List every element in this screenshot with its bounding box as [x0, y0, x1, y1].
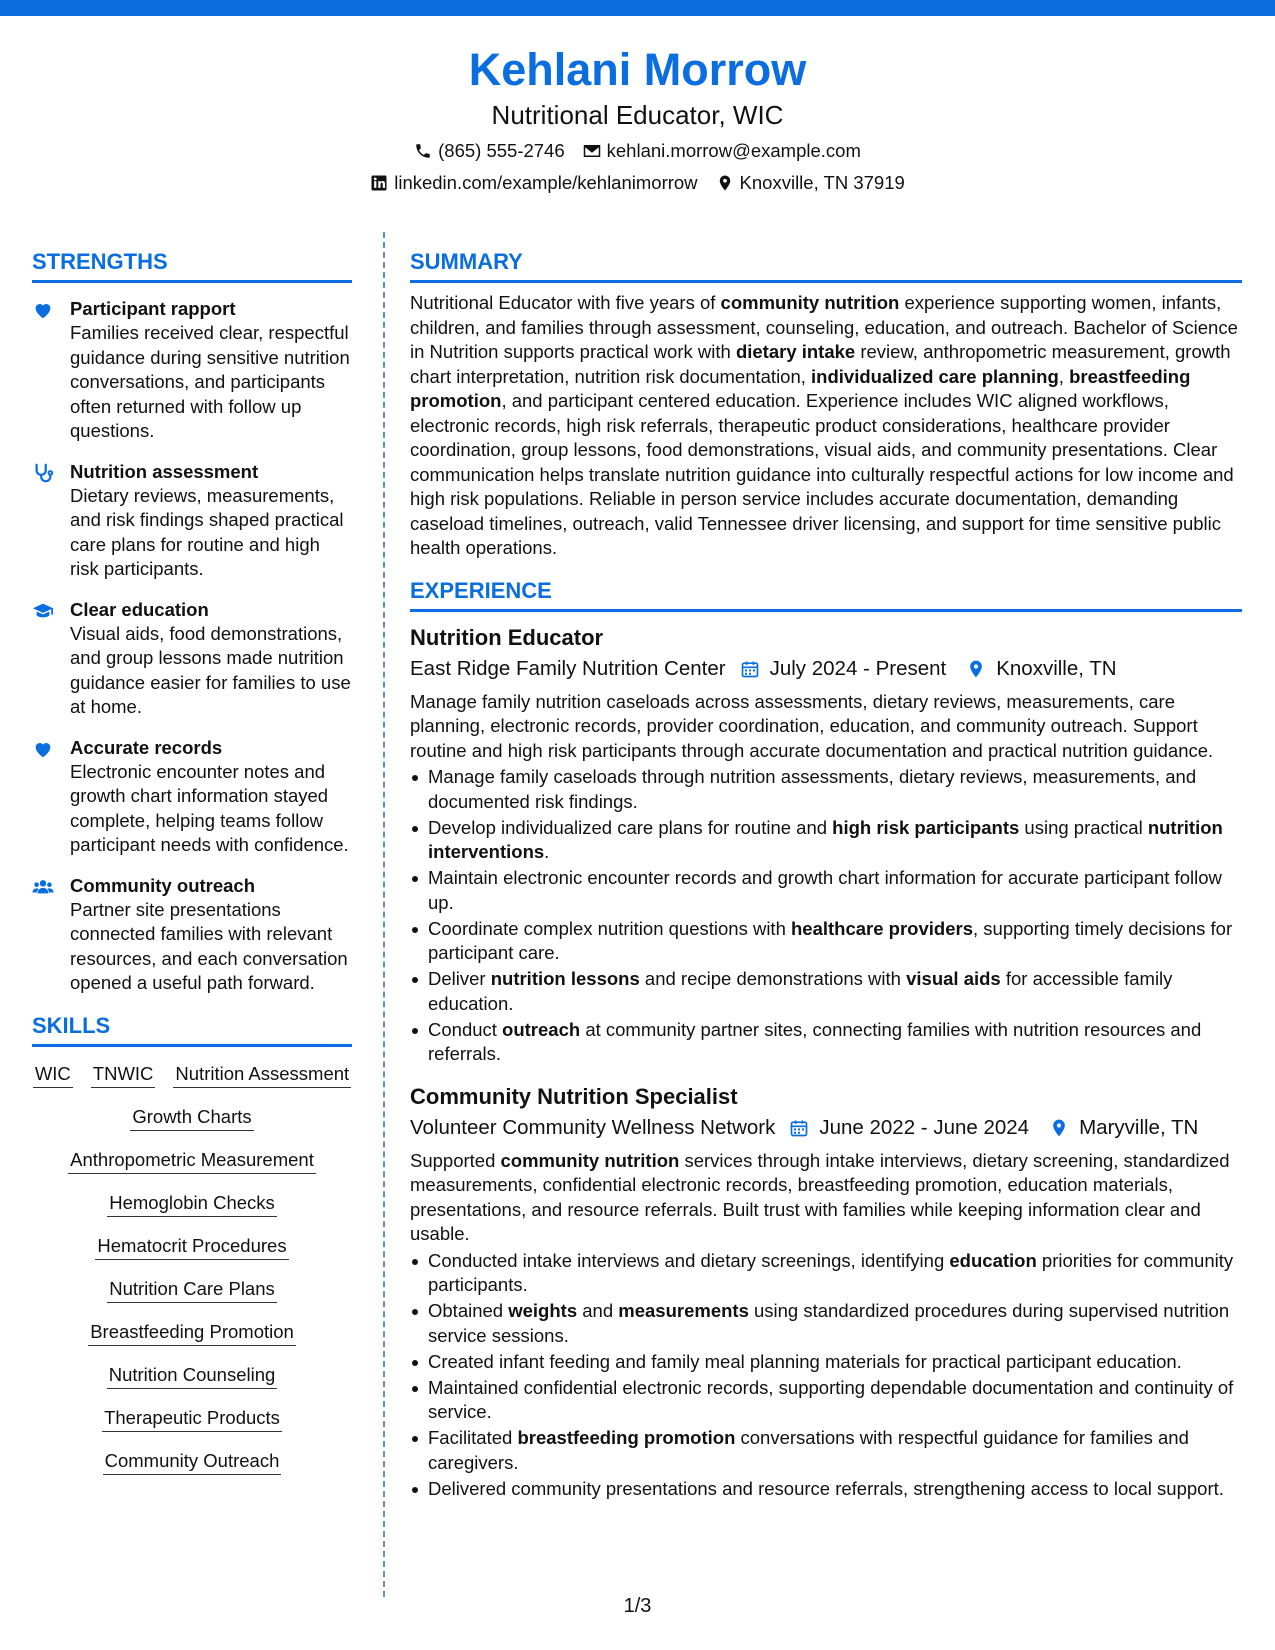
bullet-item: Deliver nutrition lessons and recipe demonstrations with visual aids for accessible family education. — [410, 967, 1242, 1016]
company-name: East Ridge Family Nutrition Center — [410, 656, 726, 680]
strength-item — [32, 874, 352, 996]
strengths-heading: STRENGTHS — [32, 248, 352, 283]
location-text: Knoxville, TN 37919 — [739, 172, 905, 193]
job-description: Manage family nutrition caseloads across assessments, dietary reviews, measurements, care planning, electronic records, provider coordination, education, and community outreach. Support routine and high risk participants through accurate documentation and practical nutrition guidance. — [410, 690, 1214, 761]
bullet-item: Coordinate complex nutrition questions with healthcare providers, supporting timely decisions for participant care. — [410, 917, 1242, 966]
strengths-list — [32, 297, 352, 996]
bullet-item: Obtained weights and measurements using standardized procedures during supervised nutrition service sessions. — [410, 1299, 1242, 1348]
strength-heading: Community outreach — [70, 874, 256, 896]
contact-row-1 — [0, 136, 1275, 166]
job-position: Community Nutrition Specialist — [410, 1083, 738, 1109]
top-accent-bar — [0, 0, 1275, 16]
skill-tag: Breastfeeding Promotion — [88, 1319, 296, 1346]
job-location: Knoxville, TN — [996, 656, 1117, 680]
calendar-icon — [789, 1118, 809, 1138]
strength-description: Electronic encounter notes and growth chart information stayed complete, helping teams follow participant needs with confidence. — [70, 760, 349, 855]
company-name: Volunteer Community Wellness Network — [410, 1115, 776, 1139]
skill-tag: Nutrition Counseling — [107, 1362, 278, 1389]
skills-heading: SKILLS — [32, 1012, 352, 1047]
right-column — [410, 248, 1242, 1503]
candidate-name: Kehlani Morrow — [468, 44, 807, 95]
strength-description: Partner site presentations connected families with relevant resources, and each conversation opened a useful path forward. — [70, 898, 348, 993]
skill-tag: WIC — [33, 1061, 73, 1088]
skills-list — [32, 1061, 352, 1475]
email-contact[interactable] — [583, 136, 861, 166]
phone-text: (865) 555-2746 — [438, 140, 565, 161]
job-bullets — [410, 765, 1242, 1067]
map-pin-icon — [1049, 1118, 1069, 1138]
skill-tag: Anthropometric Measurement — [68, 1147, 316, 1174]
left-column — [32, 248, 352, 1475]
skill-tag: Community Outreach — [103, 1448, 282, 1475]
skill-tag: Hemoglobin Checks — [107, 1190, 277, 1217]
bullet-item: Delivered community presentations and resource referrals, strengthening access to local support. — [410, 1477, 1242, 1502]
page-number: 1/3 — [623, 1595, 652, 1617]
job-location: Maryville, TN — [1079, 1115, 1199, 1139]
skill-tag: Nutrition Assessment — [173, 1061, 351, 1088]
bullet-item: Maintain electronic encounter records and growth chart information for accurate participant follow up. — [410, 866, 1242, 915]
strength-description: Families received clear, respectful guidance during sensitive nutrition conversations, and participants often returned with follow up questions. — [70, 322, 350, 441]
strength-heading: Accurate records — [70, 736, 223, 758]
strength-description: Visual aids, food demonstrations, and group lessons made nutrition guidance easier for families to use at home. — [70, 622, 351, 717]
skill-tag: TNWIC — [91, 1061, 156, 1088]
skill-tag: Growth Charts — [130, 1104, 253, 1131]
email-text: kehlani.morrow@example.com — [606, 140, 861, 161]
job-bullets — [410, 1249, 1242, 1502]
job-title: Nutritional Educator, WIC — [491, 100, 784, 130]
job-entry — [410, 1083, 1242, 1502]
strength-heading: Clear education — [70, 598, 209, 620]
job-entry — [410, 624, 1242, 1067]
experience-heading: EXPERIENCE — [410, 577, 1242, 612]
bullet-item: Created infant feeding and family meal planning materials for practical participant education. — [410, 1350, 1242, 1375]
column-divider — [383, 232, 385, 1597]
bullet-item: Maintained confidential electronic records, supporting dependable documentation and continuity of service. — [410, 1376, 1242, 1425]
strength-item — [32, 736, 352, 858]
job-dates: June 2022 - June 2024 — [819, 1115, 1030, 1139]
strength-description: Dietary reviews, measurements, and risk findings shaped practical care plans for routine and high risk participants. — [70, 484, 344, 579]
bullet-item: Conduct outreach at community partner sites, connecting families with nutrition resources and referrals. — [410, 1018, 1242, 1067]
linkedin-icon — [370, 174, 388, 192]
calendar-icon — [740, 659, 760, 679]
linkedin-contact[interactable] — [370, 168, 697, 198]
strength-item — [32, 297, 352, 444]
bullet-item: Develop individualized care plans for routine and high risk participants using practical nutrition interventions. — [410, 816, 1242, 865]
bullet-item: Conducted intake interviews and dietary screenings, identifying education priorities for community participants. — [410, 1249, 1242, 1298]
linkedin-text: linkedin.com/example/kehlanimorrow — [394, 172, 698, 193]
envelope-icon — [583, 142, 601, 160]
phone-contact[interactable] — [414, 136, 565, 166]
skill-tag: Nutrition Care Plans — [107, 1276, 277, 1303]
strength-heading: Nutrition assessment — [70, 460, 259, 482]
contact-row-2 — [0, 168, 1275, 198]
job-description: Supported community nutrition services through intake interviews, dietary screening, standardized measurements, confidential electronic records, breastfeeding promotion, education materials, presentations, and resource referrals. Built trust with families while keeping information clear and usable. — [410, 1149, 1230, 1244]
job-position: Nutrition Educator — [410, 624, 604, 650]
bullet-item: Manage family caseloads through nutrition assessments, dietary reviews, measurements, and documented risk findings. — [410, 765, 1242, 814]
map-pin-icon — [966, 659, 986, 679]
strength-item — [32, 598, 352, 720]
phone-icon — [414, 142, 432, 160]
job-meta — [410, 654, 1242, 684]
summary-heading: SUMMARY — [410, 248, 1242, 283]
bullet-item: Facilitated breastfeeding promotion conversations with respectful guidance for families and caregivers. — [410, 1426, 1242, 1475]
summary-text: Nutritional Educator with five years of community nutrition experience supporting women, infants, children, and families through assessment, counseling, education, and outreach. Bachelor of Science in Nutrition supports practical work with dietary intake review, anthropometric measurement, growth chart interpretation, nutrition risk documentation, individualized care planning, breastfeeding promotion, and participant centered education. Experience includes WIC aligned workflows, electronic records, high risk referrals, therapeutic product considerations, healthcare provider coordination, group lessons, food demonstrations, visual aids, and community presentations. Clear communication helps translate nutrition guidance into culturally respectful actions for low income and high risk populations. Reliable in person service includes accurate documentation, demanding caseload timelines, outreach, valid Tennessee driver licensing, and support for time sensitive public health operations. — [410, 292, 1238, 558]
strength-heading: Participant rapport — [70, 298, 236, 319]
job-dates: July 2024 - Present — [769, 656, 947, 680]
job-meta — [410, 1113, 1242, 1143]
graduation-cap-icon — [32, 600, 54, 622]
map-pin-icon — [716, 174, 734, 192]
skill-tag: Hematocrit Procedures — [95, 1233, 288, 1260]
heart-icon — [32, 738, 54, 760]
location-contact — [716, 168, 905, 198]
stethoscope-icon — [32, 462, 54, 484]
users-icon — [32, 876, 54, 898]
strength-item — [32, 460, 352, 582]
resume-header — [0, 42, 1275, 198]
skill-tag: Therapeutic Products — [102, 1405, 282, 1432]
heart-icon — [32, 299, 54, 321]
